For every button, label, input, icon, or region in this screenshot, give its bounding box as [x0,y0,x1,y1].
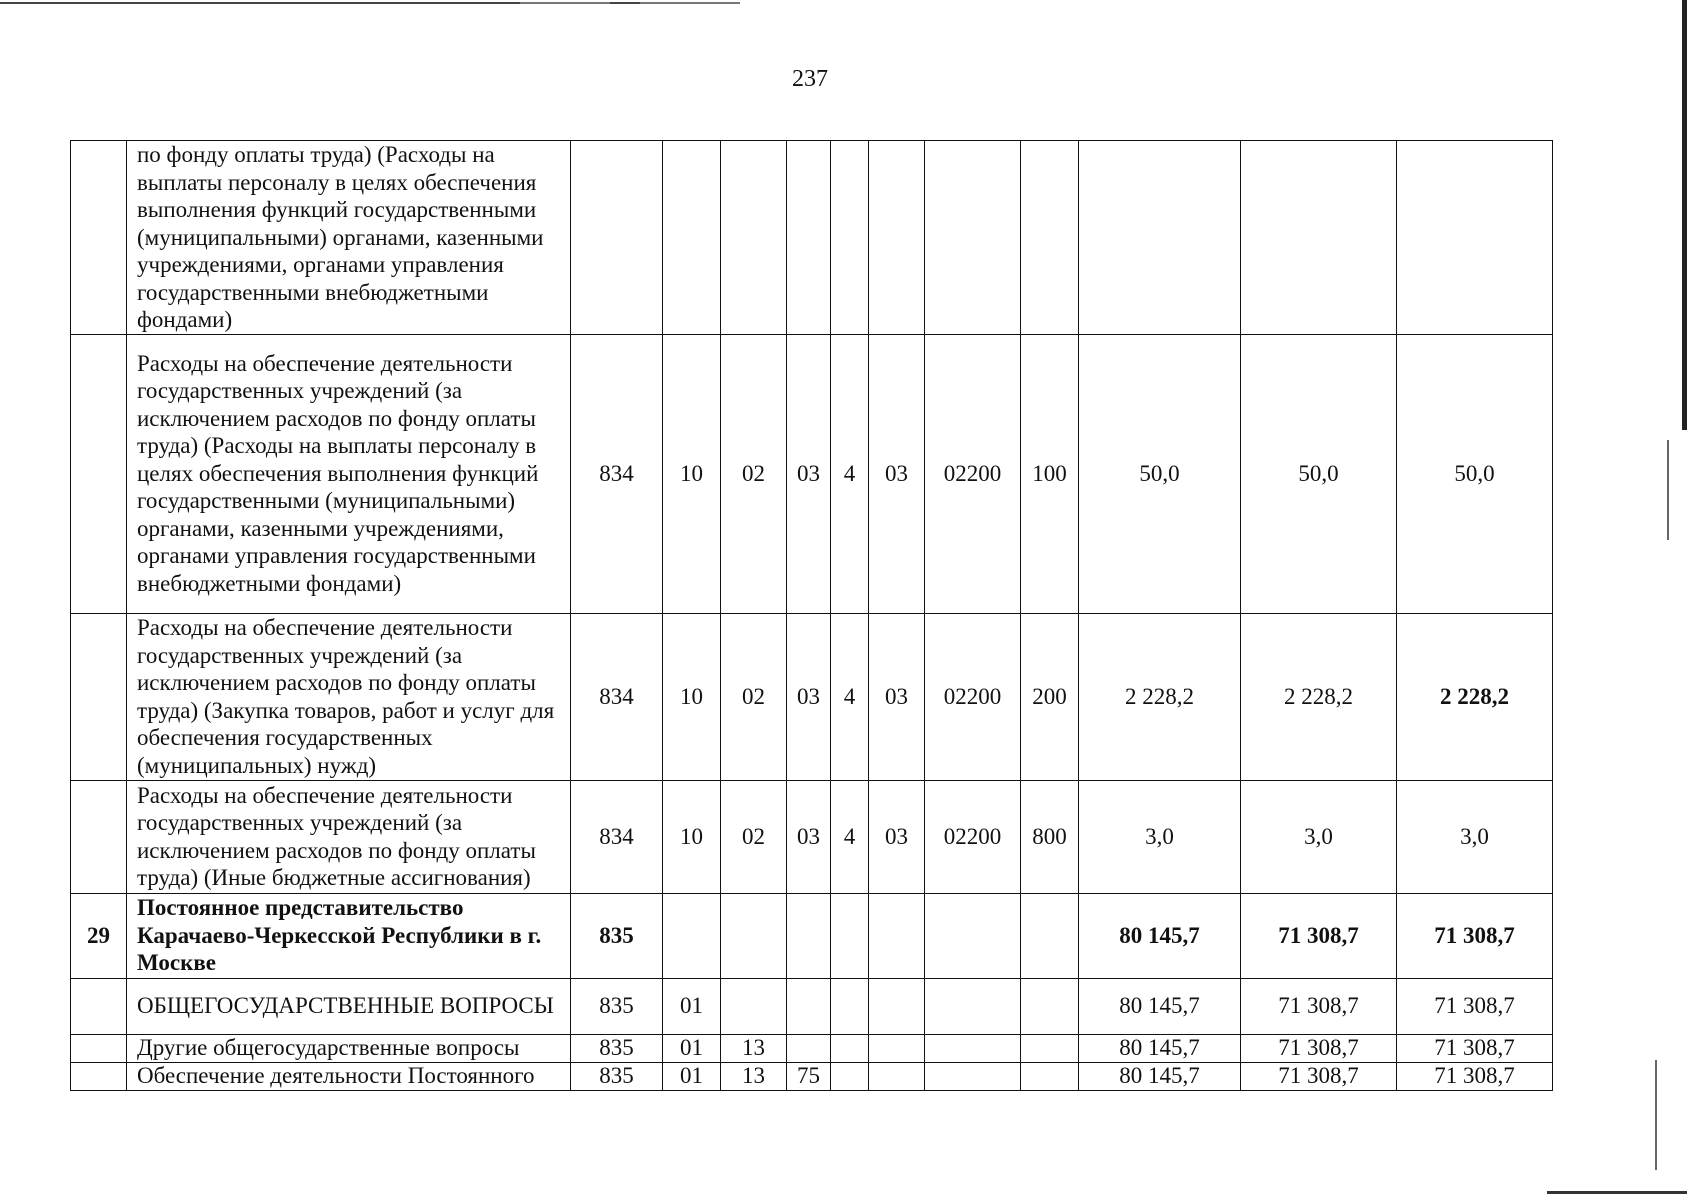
table-row [71,893,1553,978]
code-program [787,978,831,1034]
code-program: 03 [787,780,831,893]
amount-year-3: 71 308,7 [1397,1034,1553,1062]
table-row [71,978,1553,1034]
code-expense-type [1021,893,1079,978]
table-row [71,141,1553,335]
code-admin: 835 [571,978,663,1034]
code-section: 01 [663,1034,721,1062]
amount-year-1 [1079,141,1241,335]
code-section [663,893,721,978]
code-subsection: 02 [721,334,787,613]
amount-year-1: 80 145,7 [1079,978,1241,1034]
code-direction [925,1034,1021,1062]
code-subprogram [831,141,869,335]
code-expense-type: 800 [1021,780,1079,893]
row-number [71,780,127,893]
code-section: 10 [663,780,721,893]
code-section [663,141,721,335]
amount-year-1: 80 145,7 [1079,1062,1241,1090]
amount-year-2: 3,0 [1241,780,1397,893]
amount-year-3: 71 308,7 [1397,1062,1553,1090]
code-section: 01 [663,978,721,1034]
amount-year-2: 71 308,7 [1241,1062,1397,1090]
row-description: Расходы на обеспечение деятельности государственных учреждений (за исключением расходов по фонду оплаты труда) (Иные бюджетные ассигнования) [127,780,571,893]
row-number: 29 [71,893,127,978]
code-event: 03 [869,780,925,893]
code-expense-type [1021,978,1079,1034]
code-subprogram [831,1062,869,1090]
code-program: 03 [787,334,831,613]
code-expense-type: 100 [1021,334,1079,613]
code-subprogram: 4 [831,613,869,780]
amount-year-3: 71 308,7 [1397,893,1553,978]
amount-year-1: 3,0 [1079,780,1241,893]
code-subprogram [831,893,869,978]
amount-year-2: 71 308,7 [1241,978,1397,1034]
table-row [71,1034,1553,1062]
amount-year-3: 71 308,7 [1397,978,1553,1034]
budget-table [70,140,1553,1091]
code-subprogram [831,978,869,1034]
row-number [71,978,127,1034]
code-admin: 835 [571,1062,663,1090]
code-direction: 02200 [925,613,1021,780]
code-event [869,141,925,335]
code-subsection [721,141,787,335]
code-admin: 834 [571,780,663,893]
row-description: Расходы на обеспечение деятельности государственных учреждений (за исключением расходов по фонду оплаты труда) (Расходы на выплаты персоналу в целях обеспечения выполнения функций государственными (муниципальными) органами, казенными учреждениями, органами управления государственными внебюджетными фондами) [127,334,571,613]
row-description: Другие общегосударственные вопросы [127,1034,571,1062]
code-admin: 834 [571,334,663,613]
row-number [71,141,127,335]
row-description: Расходы на обеспечение деятельности государственных учреждений (за исключением расходов по фонду оплаты труда) (Закупка товаров, работ и услуг для обеспечения государственных (муниципальных) нужд) [127,613,571,780]
row-number [71,334,127,613]
code-program [787,1034,831,1062]
code-expense-type [1021,141,1079,335]
code-program [787,893,831,978]
code-subsection: 02 [721,780,787,893]
amount-year-3 [1397,141,1553,335]
code-subprogram [831,1034,869,1062]
scan-edge-bottom [1547,1191,1687,1194]
amount-year-3: 50,0 [1397,334,1553,613]
amount-year-2: 2 228,2 [1241,613,1397,780]
code-subsection: 13 [721,1034,787,1062]
code-admin [571,141,663,335]
code-event: 03 [869,334,925,613]
amount-year-1: 50,0 [1079,334,1241,613]
amount-year-2 [1241,141,1397,335]
code-subsection: 02 [721,613,787,780]
code-direction [925,978,1021,1034]
row-number [71,1062,127,1090]
code-direction: 02200 [925,334,1021,613]
page-number: 237 [792,66,828,92]
row-number [71,613,127,780]
code-subsection [721,978,787,1034]
code-event [869,978,925,1034]
amount-year-3: 2 228,2 [1397,613,1553,780]
scan-edge-right-thin [1655,1060,1657,1170]
scan-edge-dash [520,2,610,4]
amount-year-1: 2 228,2 [1079,613,1241,780]
amount-year-1: 80 145,7 [1079,1034,1241,1062]
scan-edge-top [0,2,740,4]
code-admin: 835 [571,1034,663,1062]
row-description: по фонду оплаты труда) (Расходы на выплаты персоналу в целях обеспечения выполнения функций государственными (муниципальными) органами, казенными учреждениями, органами управления государственными внебюджетными фондами) [127,141,571,335]
table-row [71,780,1553,893]
code-expense-type: 200 [1021,613,1079,780]
code-section: 10 [663,613,721,780]
code-admin: 834 [571,613,663,780]
table-row [71,1062,1553,1090]
row-description: ОБЩЕГОСУДАРСТВЕННЫЕ ВОПРОСЫ [127,978,571,1034]
amount-year-1: 80 145,7 [1079,893,1241,978]
table-row [71,334,1553,613]
code-section: 01 [663,1062,721,1090]
code-program [787,141,831,335]
scan-edge-right-thin [1667,440,1669,540]
code-section: 10 [663,334,721,613]
code-subprogram: 4 [831,780,869,893]
code-direction [925,141,1021,335]
code-expense-type [1021,1034,1079,1062]
amount-year-2: 71 308,7 [1241,893,1397,978]
amount-year-2: 50,0 [1241,334,1397,613]
code-subsection: 13 [721,1062,787,1090]
code-admin: 835 [571,893,663,978]
code-direction [925,893,1021,978]
scan-edge-right [1682,0,1687,430]
code-subsection [721,893,787,978]
row-description: Обеспечение деятельности Постоянного [127,1062,571,1090]
code-program: 03 [787,613,831,780]
code-direction [925,1062,1021,1090]
code-event [869,893,925,978]
row-description: Постоянное представительство Карачаево-Черкесской Республики в г. Москве [127,893,571,978]
code-event [869,1062,925,1090]
code-subprogram: 4 [831,334,869,613]
code-event [869,1034,925,1062]
code-event: 03 [869,613,925,780]
table-row [71,613,1553,780]
code-program: 75 [787,1062,831,1090]
code-direction: 02200 [925,780,1021,893]
scan-edge-dash [640,2,740,4]
row-number [71,1034,127,1062]
amount-year-2: 71 308,7 [1241,1034,1397,1062]
code-expense-type [1021,1062,1079,1090]
amount-year-3: 3,0 [1397,780,1553,893]
